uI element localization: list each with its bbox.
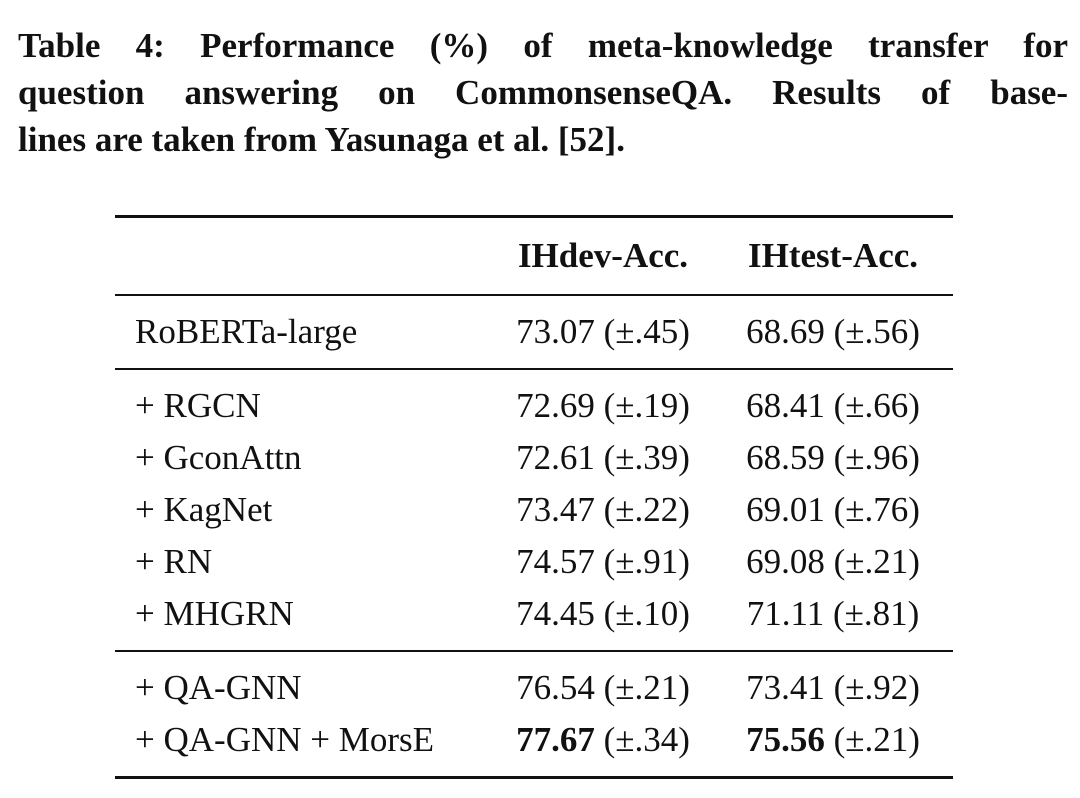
accuracy-value: 73.47 — [516, 490, 595, 529]
accuracy-value: 68.69 — [746, 312, 825, 351]
accuracy-value: 75.56 — [746, 720, 825, 759]
accuracy-value: 77.67 — [516, 720, 595, 759]
header-row — [115, 217, 953, 296]
accuracy-value: 68.59 — [746, 438, 825, 477]
header-cell-method — [115, 217, 493, 296]
method-name-cell: + RGCN — [135, 386, 261, 425]
table-body — [115, 295, 953, 778]
ihdev-value-cell — [493, 484, 713, 536]
std-dev-value: (±.92) — [833, 668, 920, 707]
std-dev-value: (±.91) — [603, 542, 690, 581]
method-name-cell: + RN — [135, 542, 213, 581]
std-dev-value: (±.10) — [603, 594, 690, 633]
std-dev-value: (±.34) — [603, 720, 690, 759]
accuracy-value: 69.08 — [746, 542, 825, 581]
ihdev-value-cell — [493, 536, 713, 588]
ihdev-value-cell — [493, 714, 713, 778]
accuracy-value: 73.41 — [746, 668, 825, 707]
accuracy-value: 71.11 — [746, 594, 825, 633]
ihtest-value-cell — [713, 369, 953, 432]
method-name-cell: RoBERTa-large — [135, 312, 358, 351]
ihdev-value-cell — [493, 432, 713, 484]
table-row — [115, 588, 953, 651]
header-cell-ihtest: IHtest-Acc. — [747, 236, 919, 275]
caption-line: Table 4: Performance (%) of meta-knowledge transfer for — [18, 26, 1068, 65]
table-row — [115, 369, 953, 432]
method-name-cell: + MHGRN — [135, 594, 294, 633]
ihtest-value-cell — [713, 484, 953, 536]
table-caption — [18, 22, 1068, 163]
results-table-container — [115, 215, 953, 779]
method-name-cell: + QA-GNN — [135, 668, 302, 707]
results-table — [115, 215, 953, 779]
accuracy-value: 68.41 — [746, 386, 825, 425]
ihtest-value-cell — [713, 651, 953, 714]
table-row — [115, 651, 953, 714]
std-dev-value: (±.21) — [603, 668, 690, 707]
caption-line: question answering on CommonsenseQA. Results of base- — [18, 73, 1068, 112]
std-dev-value: (±.21) — [833, 720, 920, 759]
std-dev-value: (±.19) — [603, 386, 690, 425]
accuracy-value: 73.07 — [516, 312, 595, 351]
accuracy-value: 76.54 — [516, 668, 595, 707]
ihtest-value-cell — [713, 714, 953, 778]
ihtest-value-cell — [713, 295, 953, 369]
std-dev-value: (±.66) — [833, 386, 920, 425]
std-dev-value: (±.96) — [833, 438, 920, 477]
std-dev-value: (±.76) — [833, 490, 920, 529]
ihtest-value-cell — [713, 432, 953, 484]
std-dev-value: (±.22) — [603, 490, 690, 529]
caption-line: lines are taken from Yasunaga et al. [52]. — [18, 120, 625, 159]
table-row — [115, 536, 953, 588]
method-name-cell: + QA-GNN + MorsE — [135, 720, 435, 759]
ihdev-value-cell — [493, 295, 713, 369]
std-dev-value: (±.45) — [603, 312, 690, 351]
std-dev-value: (±.21) — [833, 542, 920, 581]
table-row — [115, 295, 953, 369]
table-row — [115, 714, 953, 778]
table-row — [115, 484, 953, 536]
header-cell-ihdev: IHdev-Acc. — [517, 236, 689, 275]
ihdev-value-cell — [493, 369, 713, 432]
accuracy-value: 72.69 — [516, 386, 595, 425]
std-dev-value: (±.81) — [832, 594, 920, 633]
std-dev-value: (±.56) — [833, 312, 920, 351]
accuracy-value: 69.01 — [746, 490, 825, 529]
std-dev-value: (±.39) — [603, 438, 690, 477]
accuracy-value: 74.57 — [516, 542, 595, 581]
accuracy-value: 72.61 — [516, 438, 595, 477]
method-name-cell: + GconAttn — [135, 438, 302, 477]
ihtest-value-cell — [713, 588, 953, 651]
table-row — [115, 432, 953, 484]
ihtest-value-cell — [713, 536, 953, 588]
ihdev-value-cell — [493, 588, 713, 651]
accuracy-value: 74.45 — [516, 594, 595, 633]
ihdev-value-cell — [493, 651, 713, 714]
method-name-cell: + KagNet — [135, 490, 273, 529]
